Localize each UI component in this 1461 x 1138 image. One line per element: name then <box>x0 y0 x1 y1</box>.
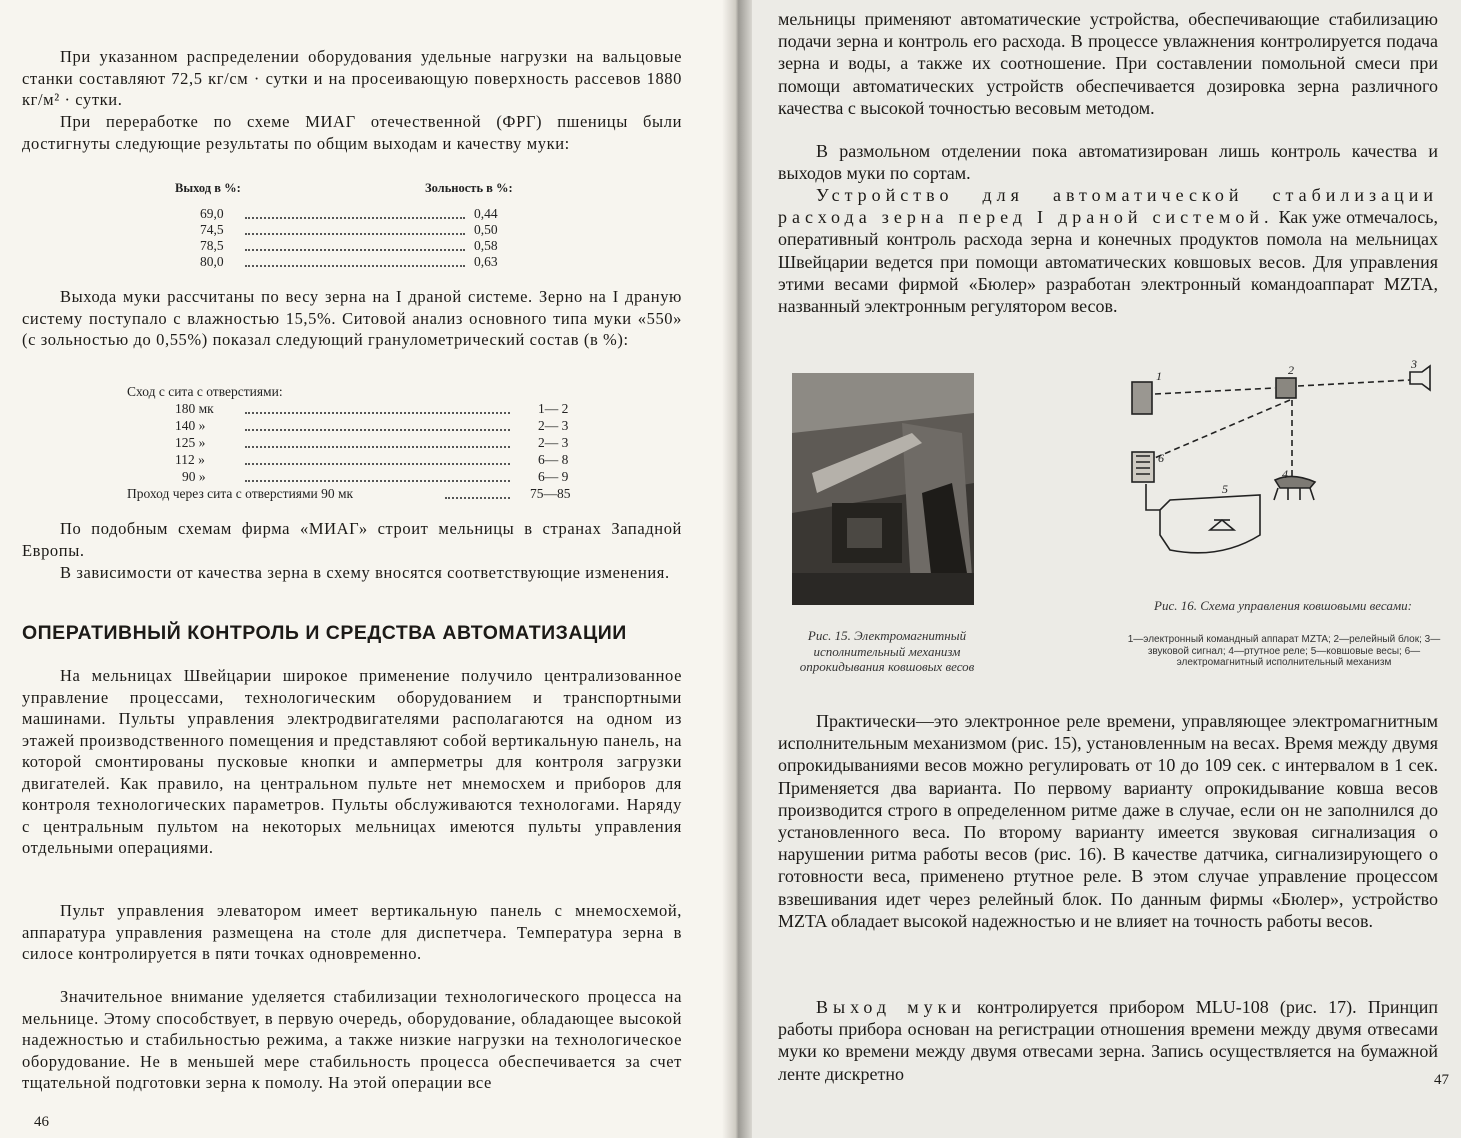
ash-value: 0,58 <box>474 238 498 253</box>
diagram-label: 1 <box>1156 369 1162 383</box>
leader-dots <box>245 240 465 251</box>
sieve-table <box>0 384 730 504</box>
figure-16-caption: Рис. 16. Схема управления ковшовыми весами: <box>1154 598 1412 613</box>
paragraph: Значительное внимание уделяется стабилизации технологического процесса на мельнице. Этому способствует, в первую очередь, оборудование, обладающее высокой надежностью и стабильностью режима, а также низкие нагрузки на технологическое оборудование. Не в меньшей мере стабильность процесса обеспечивается за счет тщательной подготовки зерна к помолу. На этой операции все <box>22 987 682 1092</box>
yield-ash-table <box>0 180 730 275</box>
leader-dots <box>245 437 510 448</box>
sieve-footer-label: Проход через сита с отверстиями 90 мк <box>127 486 354 501</box>
yield-value: 78,5 <box>200 238 224 253</box>
sieve-label: 125 » <box>175 435 206 450</box>
leader-dots <box>245 208 465 219</box>
paragraph: По подобным схемам фирма «МИАГ» строит мельницы в странах Западной Европы. <box>22 519 682 560</box>
sieve-footer-value: 75—85 <box>530 486 571 501</box>
table-header: Зольность в %: <box>425 181 513 195</box>
sieve-label: 90 » <box>182 469 206 484</box>
ash-value: 0,63 <box>474 254 498 269</box>
right-page-lower-content <box>730 0 1461 1138</box>
paragraph: Выхода муки рассчитаны по весу зерна на I драной системе. Зерно на I драную систему поступало с влажностью 15,5%. Ситовой анализ основного типа муки «550» (с зольностью до 0,55%) показал следующий гранулометрический состав (в %): <box>22 287 682 349</box>
table-header: Сход с сита с отверстиями: <box>127 384 283 399</box>
diagram-label: 5 <box>1222 482 1228 496</box>
paragraph: Пульт управления элеватором имеет вертикальную панель с мнемосхемой, аппаратура управления размещена на столе для диспетчера. Температура зерна в силосе контролируется в пяти точках одновременно. <box>22 901 682 963</box>
paragraph: В зависимости от качества зерна в схему вносятся соответствующие изменения. <box>60 563 670 582</box>
paragraph <box>778 996 1438 1085</box>
figure-16-legend: 1—электронный командный аппарат MZTA; 2—релейный блок; 3—звуковой сигнал; 4—ртутное реле; 5—ковшовые весы; 6—электромагнитный исполнительный механизм <box>1127 634 1441 668</box>
sieve-label: 140 » <box>175 418 206 433</box>
yield-value: 69,0 <box>200 206 224 221</box>
sieve-label: 112 » <box>175 452 205 467</box>
page-number: 46 <box>34 1114 49 1130</box>
paragraph: Практически—это электронное реле времени, управляющее электромагнитным исполнительным механизмом (рис. 15), установленным на весах. Время между двумя опрокидываниями весов можно регулировать от 10 до 109 сек. с интервалом в 1 сек. Применяется два варианта. По первому варианту опрокидывание ковша весов производится строго в определенном ритме даже в случае, если он не заполнился до установленного веса. По второму варианту имеется звуковая сигнализация о нарушении ритма работы весов (рис. 16). В качестве датчика, сигнализирующего о готовности веса, применено ртутное реле. В этом случае управление процессом взвешивания идет через релейный блок. По данным фирмы «Бюлер», устройство MZTA обладает высокой надежностью и не влияет на точность работы весов. <box>778 711 1438 931</box>
sieve-value: 1— 2 <box>538 401 569 416</box>
left-page <box>0 0 730 1138</box>
diagram-label: 3 <box>1411 360 1417 371</box>
leader-dots <box>245 403 510 414</box>
leader-dots <box>245 454 510 465</box>
page-number: 47 <box>1434 1072 1449 1088</box>
diagram-label: 4 <box>1282 467 1288 481</box>
sieve-value: 6— 9 <box>538 469 569 484</box>
leader-dots <box>245 471 510 482</box>
paragraph: мельницы применяют автоматические устройства, обеспечивающие стабилизацию подачи зерна и контроль его расхода. В процессе увлажнения контролируется подача зерна и воды, а также их соотношение. При составлении помольной смеси при помощи автоматических устройств обеспечивается дозировка зерна различного качества с высокой точностью весовым методом. <box>778 9 1438 118</box>
table-header: Выход в %: <box>175 181 241 195</box>
paragraph-text: Как уже отмечалось, оперативный контроль расхода зерна и конечных продуктов помола на мельницах Швейцарии ведется при помощи автоматических ковшовых весов. Для управления этими весами фирмой «Бюлер» разработан электронный командоаппарат MZTA, названный электронным регулятором весов. <box>778 207 1438 317</box>
paragraph-text: контролируется прибором MLU-108 (рис. 17). Принцип работы прибора основан на регистрации отношения времени между двумя отвесами муки ко времени между двумя отвесами зерна. Запись осуществляется на бумажной ленте дискретно <box>778 997 1438 1084</box>
section-heading: ОПЕРАТИВНЫЙ КОНТРОЛЬ И СРЕДСТВА АВТОМАТИЗАЦИИ <box>22 622 627 644</box>
figure-15-caption: Рис. 15. Электромагнитный исполнительный механизм опрокидывания ковшовых весов <box>799 628 975 674</box>
diagram-label: 2 <box>1288 363 1294 377</box>
paragraph: При переработке по схеме МИАГ отечественной (ФРГ) пшеницы были достигнуты следующие результаты по общим выходам и качеству муки: <box>22 112 682 153</box>
sieve-value: 2— 3 <box>538 418 569 433</box>
ash-value: 0,44 <box>474 206 498 221</box>
yield-value: 80,0 <box>200 254 224 269</box>
sieve-value: 2— 3 <box>538 435 569 450</box>
diagram-label: 6 <box>1158 451 1164 465</box>
yield-value: 74,5 <box>200 222 224 237</box>
paragraph: На мельницах Швейцарии широкое применение получило централизованное управление процессами, технологическим оборудованием и транспортными машинами. Пульты управления электродвигателями располагаются на одном из этажей производственного помещения и представляют собой вертикальную панель, на которой смонтированы пусковые кнопки и амперметры для контроля загрузки двигателей. Как правило, на центральном пульте нет мнемосхем и приборов для контроля технологических параметров. Пульты обслуживаются технологами. Наряду с центральным пультом на некоторых мельницах имеются пульты управления отдельными операциями. <box>22 666 682 857</box>
paragraph: В размольном отделении пока автоматизирован лишь контроль качества и выходов муки по сортам. <box>778 141 1438 184</box>
paragraph: При указанном распределении оборудования удельные нагрузки на вальцовые станки составляют 72,5 кг/см · сутки и на просеивающую поверхность рассевов 1880 кг/м² · сутки. <box>22 47 682 109</box>
leader-dots <box>245 256 465 267</box>
ash-value: 0,50 <box>474 222 498 237</box>
sieve-label: 180 мк <box>175 401 214 416</box>
leader-dots <box>445 488 510 499</box>
run-in-heading: Устройство для автоматической стабилизации расхода зерна перед I драной системой. <box>778 185 1438 228</box>
leader-dots <box>245 420 510 431</box>
run-in-heading: Выход муки <box>816 997 966 1017</box>
leader-dots <box>245 224 465 235</box>
sieve-value: 6— 8 <box>538 452 569 467</box>
